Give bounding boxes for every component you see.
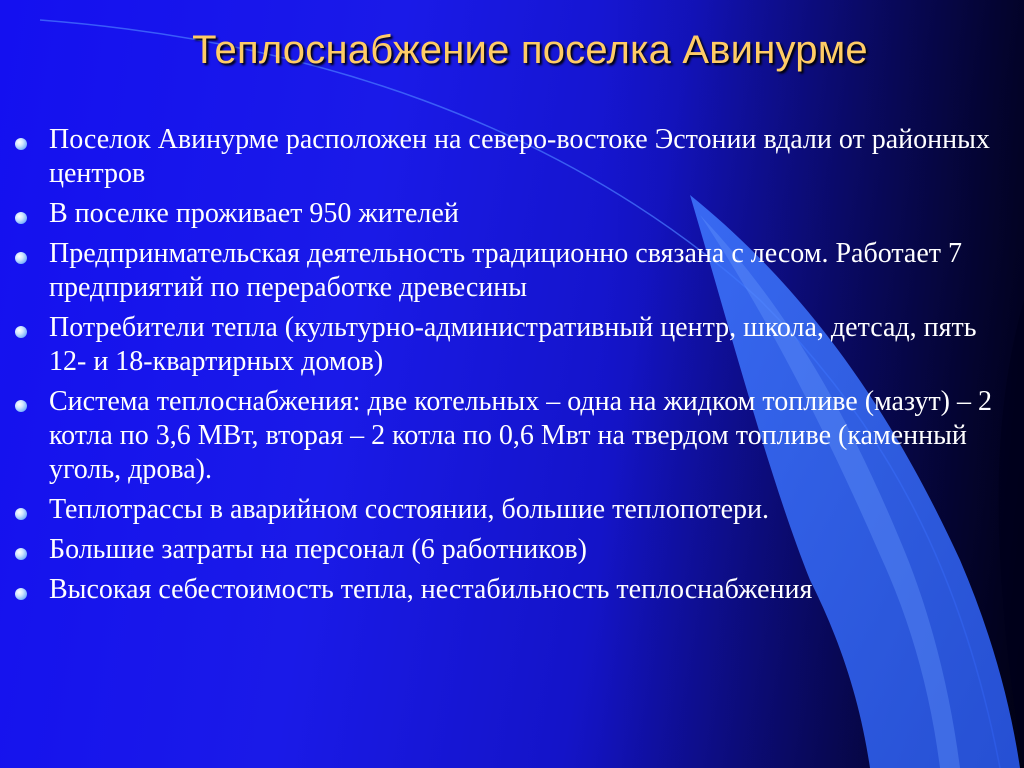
bullet-item bbox=[12, 311, 1012, 379]
bullet-text: Теплотрассы в аварийном состоянии, большие теплопотери. bbox=[49, 494, 769, 525]
bullet-point-icon bbox=[15, 400, 27, 412]
bullet-text: Поселок Авинурме расположен на северо-востоке Эстонии вдали от районных центров bbox=[49, 124, 990, 189]
bullet-text: Предпринмательская деятельность традиционно связана с лесом. Работает 7 предприятий по переработке древесины bbox=[49, 238, 963, 303]
bullet-text: Система теплоснабжения: две котельных – одна на жидком топливе (мазут) – 2 котла по 3,6 МВт, вторая – 2 котла по 0,6 Мвт на твердом топливе (каменный уголь, дрова). bbox=[49, 386, 993, 485]
bullet-item bbox=[12, 573, 1012, 607]
bullet-text: Высокая себестоимость тепла, нестабильность теплоснабжения bbox=[49, 574, 813, 605]
bullet-text: Потребители тепла (культурно-административный центр, школа, детсад, пять 12- и 18-квартирных домов) bbox=[49, 312, 977, 377]
bullet-point-icon bbox=[15, 326, 27, 338]
bullet-item bbox=[12, 237, 1012, 305]
bullet-point-icon bbox=[15, 252, 27, 264]
bullet-item bbox=[12, 197, 1012, 231]
bullet-point-icon bbox=[15, 588, 27, 600]
bullet-point-icon bbox=[15, 508, 27, 520]
bullet-item bbox=[12, 493, 1012, 527]
bullet-item bbox=[12, 123, 1012, 191]
slide-body bbox=[12, 123, 1012, 613]
bullet-list bbox=[12, 123, 1012, 607]
bullet-point-icon bbox=[15, 212, 27, 224]
slide-title: Теплоснабжение поселка Авинурме bbox=[192, 28, 868, 72]
bullet-point-icon bbox=[15, 138, 27, 150]
bullet-text: Большие затраты на персонал (6 работников) bbox=[49, 534, 587, 565]
bullet-item bbox=[12, 533, 1012, 567]
bullet-item bbox=[12, 385, 1012, 487]
bullet-point-icon bbox=[15, 548, 27, 560]
bullet-text: В поселке проживает 950 жителей bbox=[49, 198, 459, 229]
